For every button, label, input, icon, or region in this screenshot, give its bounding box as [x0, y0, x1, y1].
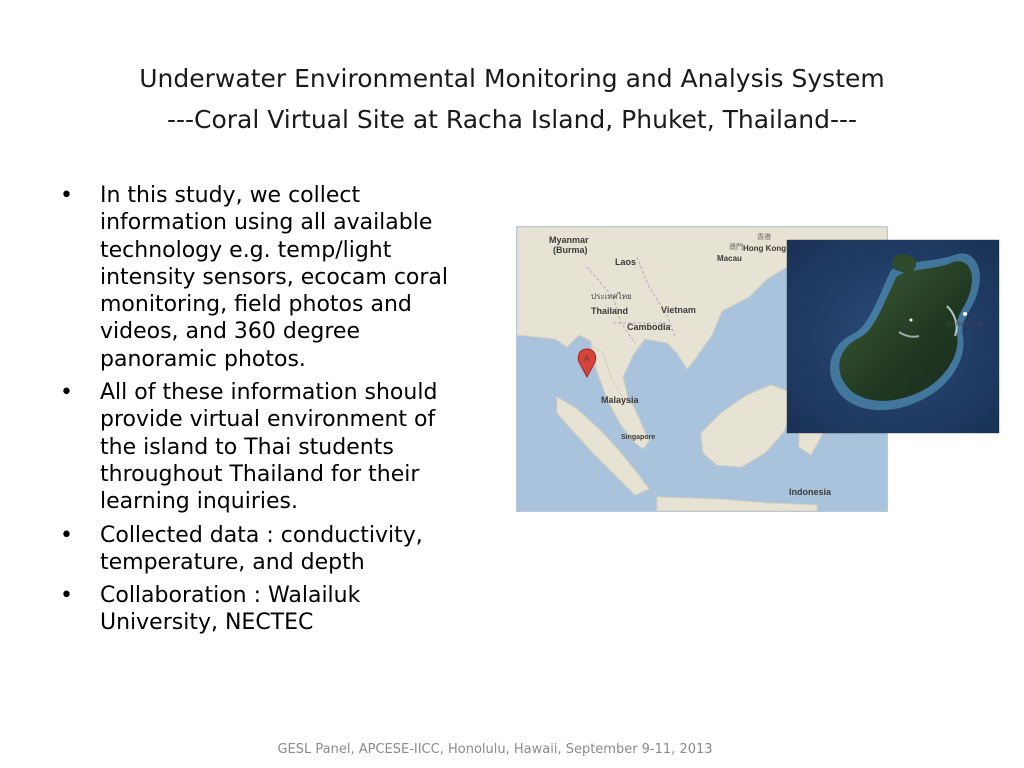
- title-line-2: ---Coral Virtual Site at Racha Island, Phuket, Thailand---: [166, 105, 858, 134]
- bullet-item-study: [56, 182, 466, 373]
- marker-letter: A: [584, 354, 590, 363]
- map-label-indonesia: Indonesia: [789, 487, 832, 497]
- map-label-malaysia: Malaysia: [601, 395, 639, 405]
- map-label-thailand-th: ประเทศไทย: [591, 292, 632, 301]
- bullet-item-virtual-environment: [56, 379, 466, 515]
- bullet-text: Collected data : conductivity, temperature, and depth: [100, 522, 423, 575]
- title-line-1: Underwater Environmental Monitoring and Analysis System: [139, 64, 885, 93]
- map-label-laos: Laos: [615, 257, 637, 267]
- map-label-vietnam: Vietnam: [661, 305, 696, 315]
- map-label-myanmar: Myanmar: [549, 235, 589, 245]
- bullet-icon: •: [60, 183, 73, 208]
- map-label-cambodia: Cambodia: [627, 322, 671, 332]
- racha-island-satellite-image: [787, 240, 999, 433]
- map-label-thailand: Thailand: [591, 306, 629, 316]
- island-name-label: Ko Racha Yai: [947, 322, 984, 328]
- bullet-icon: •: [60, 380, 73, 406]
- map-label-hong-kong: Hong Kong: [743, 244, 787, 253]
- map-label-singapore: Singapore: [621, 434, 656, 441]
- slide-title: [40, 58, 984, 140]
- bullet-item-collected-data: [56, 522, 466, 577]
- bullet-text: Collaboration : Walailuk University, NECTEC: [100, 583, 361, 636]
- bullet-list: [56, 182, 466, 643]
- bullet-item-collaboration: [56, 582, 466, 637]
- map-label-burma: (Burma): [553, 245, 588, 255]
- map-label-hong-kong-cn: 香港: [757, 234, 771, 241]
- bullet-text: All of these information should provide virtual environment of the island to Thai students throughout Thailand for their learning inquiries.: [100, 380, 438, 515]
- bullet-icon: •: [60, 583, 73, 609]
- island-point-marker-icon: [963, 312, 967, 316]
- map-label-macau-cn: 澳門: [729, 244, 743, 251]
- bullet-icon: •: [60, 522, 73, 548]
- island-point-marker-icon-2: [910, 319, 913, 322]
- map-label-macau: Macau: [717, 254, 742, 263]
- bullet-text: In this study, we collect information using all available technology e.g. temp/light intensity sensors, ecocam coral monitoring, field photos and videos, and 360 degree panoramic photos.: [100, 183, 449, 372]
- slide-footer: GESL Panel, APCESE-IICC, Honolulu, Hawaii, September 9-11, 2013: [277, 742, 713, 757]
- island-graphic: [787, 240, 999, 433]
